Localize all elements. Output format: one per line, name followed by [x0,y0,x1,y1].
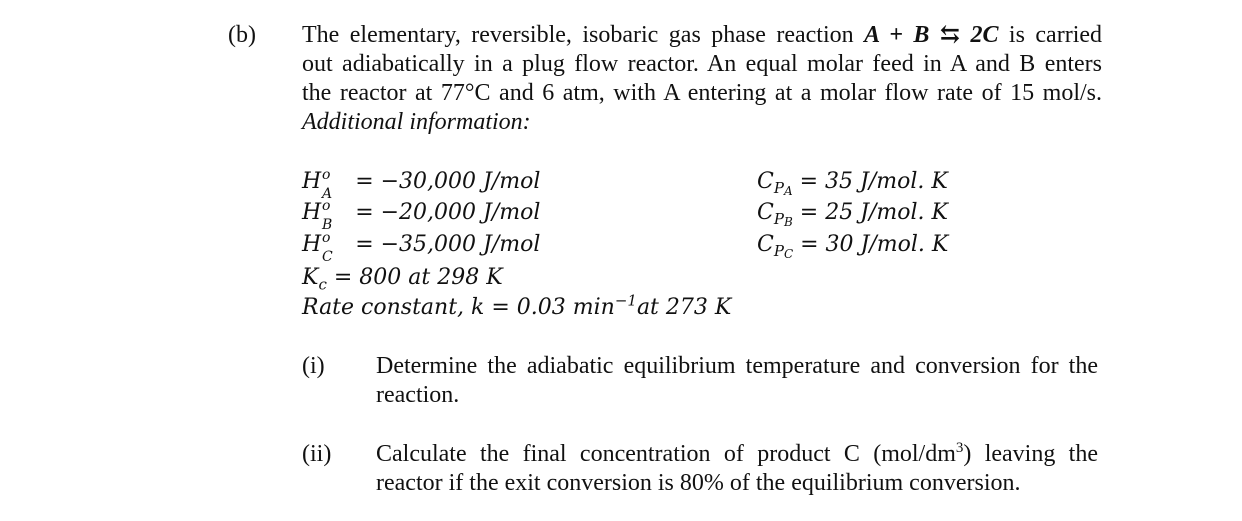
enthalpy-c-sup: o [322,230,331,246]
heat-capacity-c-value: = 30 J/mol. K [800,232,949,257]
section-label: (b) [228,22,256,48]
heat-capacity-c [757,230,949,262]
heat-capacity-c-sub2: C [783,247,794,262]
equilibrium-constant-sub: c [318,275,327,294]
heat-capacity-b [757,198,948,230]
intro-line-2: out adiabatically in a plug flow reactor. An equal molar feed in A and B enters [302,51,1102,77]
question-i [376,352,1098,410]
enthalpy-a-letter: H [302,169,322,194]
heat-capacity-a-sub: P [773,179,784,198]
rate-constant-text: Rate constant, k = 0.03 min [302,295,615,320]
heat-capacity-b-sub2: B [783,215,793,230]
heat-capacity-a-letter: C [757,169,774,194]
enthalpy-a-value: = −30,000 J/mol [355,169,541,194]
additional-information-heading: Additional information: [302,109,531,135]
heat-capacity-b-sub: P [773,210,784,229]
enthalpy-a-sub: A [322,186,333,202]
intro-line-1 [302,21,1102,50]
heat-capacity-a-sub2: A [783,184,793,199]
enthalpy-c-value: = −35,000 J/mol [355,232,541,257]
enthalpy-c-letter: H [302,232,322,257]
rate-constant-temperature: at 273 K [636,295,732,320]
question-ii-line-1-text: Calculate the final concentration of product C (mol/dm [376,441,956,467]
heat-capacity-c-sub: P [773,242,784,261]
question-ii-line-1-end: ) leaving the [963,441,1099,467]
equilibrium-constant-value: = 800 at 298 K [333,265,503,290]
intro-line-1-end: is carried [998,22,1103,48]
equilibrium-constant-letter: K [302,265,319,290]
enthalpy-b-sup: o [322,198,331,214]
heat-capacity-a-value: = 35 J/mol. K [799,169,948,194]
reaction-equation: A + B ⇆ 2C [864,22,999,48]
enthalpy-b-symbol [302,198,355,233]
question-i-number: (i) [302,353,325,379]
question-ii-line-1 [376,440,1098,469]
rate-constant-exponent: −1 [614,291,637,310]
enthalpy-b [302,198,541,233]
rate-constant [302,293,731,322]
problem-statement [302,21,1102,137]
enthalpy-c [302,230,541,265]
question-ii-superscript: 3 [955,440,964,456]
enthalpy-b-value: = −20,000 J/mol [355,200,541,225]
heat-capacity-c-letter: C [757,232,774,257]
heat-capacity-b-letter: C [757,200,774,225]
enthalpy-c-symbol [302,230,355,265]
question-ii-number: (ii) [302,441,332,467]
intro-line-1-text: The elementary, reversible, isobaric gas phase reaction [302,22,865,48]
heat-capacity-b-value: = 25 J/mol. K [799,200,948,225]
question-i-line-2: reaction. [376,382,460,408]
enthalpy-b-letter: H [302,200,322,225]
intro-line-3: the reactor at 77°C and 6 atm, with A entering at a molar flow rate of 15 mol/s. [302,80,1102,106]
enthalpy-a-sup: o [322,167,331,183]
enthalpy-a [302,167,541,202]
question-ii [376,440,1098,498]
heat-capacity-a [757,167,948,199]
enthalpy-c-sub: C [322,249,333,265]
enthalpy-b-sub: B [322,217,333,233]
question-i-line-1: Determine the adiabatic equilibrium temperature and conversion for the [376,353,1098,379]
equilibrium-constant [302,263,503,292]
question-ii-line-2: reactor if the exit conversion is 80% of the equilibrium conversion. [376,470,1021,496]
